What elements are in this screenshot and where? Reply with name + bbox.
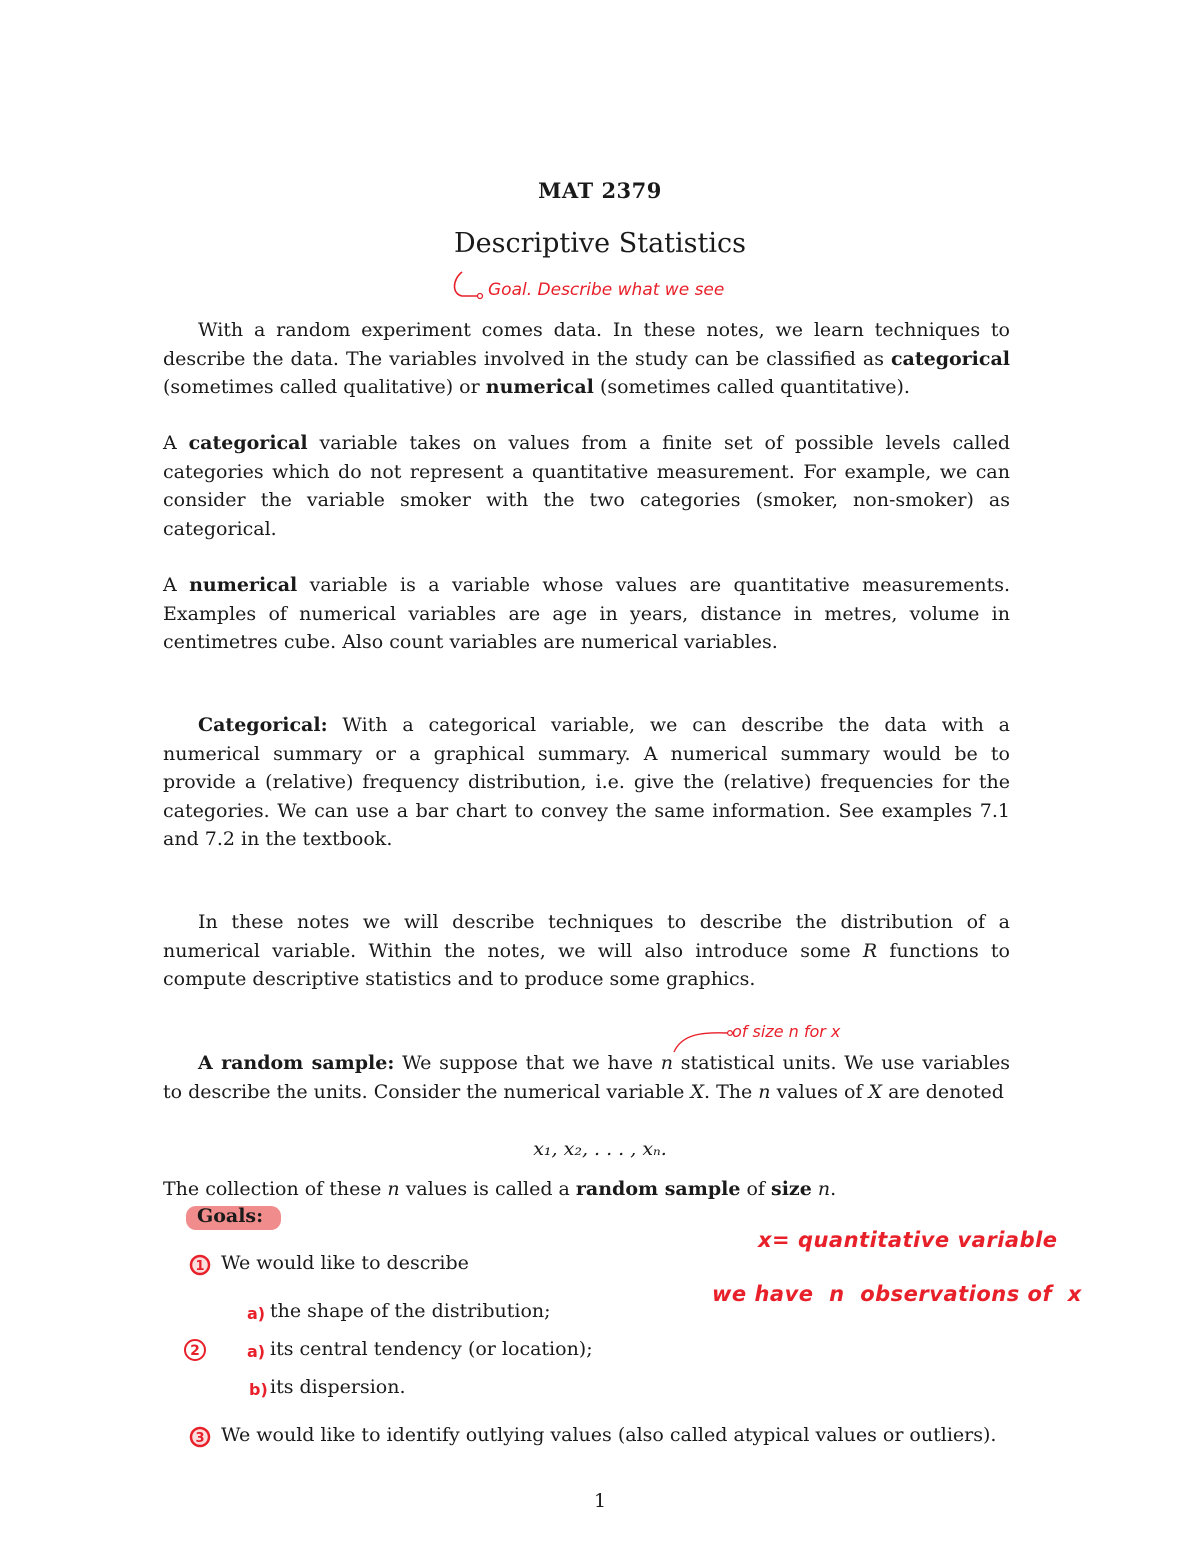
rs-text-3: . The	[704, 1080, 759, 1103]
rs-text-4: values of	[770, 1080, 869, 1103]
letter-b: b)	[249, 1380, 268, 1399]
rs-x-2: X	[868, 1080, 883, 1103]
sample-equation: x₁, x₂, . . . , xₙ.	[533, 1138, 667, 1160]
cat-def-text-2: variable takes on values from a finite set of possible levels called categories which do not represent a quantitative measurement. For example, we can consider the variable smoker with the two categories (smoker, non-smoker) as categorical.	[163, 432, 1010, 540]
letter-a-2: a)	[247, 1342, 266, 1361]
intro-text-3: (sometimes called quantitative).	[593, 376, 910, 399]
notes-text-2: functions to compute descriptive statistics and to produce some graphics.	[163, 939, 1010, 991]
rs-text-1: We suppose that we have	[394, 1052, 661, 1074]
course-code: MAT 2379	[538, 178, 662, 203]
intro-text-2: (sometimes called qualitative) or	[163, 376, 486, 399]
num-def-text-2: variable is a variable whose values are quantitative measurements. Examples of numerical variables are age in years, distance in metres, volume in centimetres cube. Also count variables are numerical variables.	[163, 574, 1011, 654]
cat-def-bold: categorical	[188, 432, 308, 454]
notes-text-1: In these notes we will describe techniques to describe the distribution of a numerical variable. Within the notes, we will also introduce some	[163, 911, 1010, 962]
rs-x-1: X	[690, 1080, 704, 1103]
coll-bold-random-sample: random sample	[575, 1178, 741, 1200]
circled-three-icon	[189, 1426, 213, 1450]
coll-n: n	[387, 1178, 400, 1200]
intro-bold-categorical: categorical	[890, 347, 1010, 370]
categorical-summary	[163, 711, 1010, 854]
circled-one-icon	[189, 1254, 213, 1278]
page-title: Descriptive Statistics	[454, 228, 746, 259]
cat-sum-bold: Categorical:	[198, 714, 328, 736]
rs-n-1: n	[660, 1052, 674, 1074]
r-language: R	[862, 939, 878, 962]
goal-item-2: We would like to identify outlying values (also called atypical values or outliers).	[221, 1424, 997, 1446]
cat-sum-text: With a categorical variable, we can describe the data with a numerical summary or a graphical summary. A numerical summary would be to provide a (relative) frequency distribution, i.e. give the (relative) frequencies for the categories. We can use a bar chart to convey the same information. See examples 7.1 and 7.2 in the textbook.	[163, 714, 1010, 851]
page-number: 1	[593, 1490, 607, 1512]
goals-heading: Goals:	[197, 1205, 264, 1227]
num1-label: 1	[195, 1259, 205, 1274]
coll-text-3: of	[740, 1178, 771, 1200]
intro-bold-numerical: numerical	[485, 376, 594, 399]
num-def-bold: numerical	[189, 574, 298, 596]
coll-text-2: values is called a	[399, 1178, 576, 1200]
cat-def-text-1: A	[163, 432, 189, 454]
intro-paragraph	[163, 316, 1010, 402]
intro-text-1: With a random experiment comes data. In these notes, we learn techniques to describe the data. The variables involved in the study can be classified as	[163, 319, 1010, 370]
num2-label: 2	[190, 1343, 200, 1359]
hook-arrow-icon	[448, 268, 488, 302]
rs-text-5: are denoted	[882, 1080, 1004, 1103]
goal-sub-dispersion: its dispersion.	[270, 1376, 406, 1398]
coll-n-2: n	[817, 1178, 831, 1200]
random-sample-paragraph	[163, 1049, 1010, 1106]
num-def-text-1: A	[163, 574, 190, 596]
rs-bold: A random sample:	[198, 1052, 395, 1074]
goal-sub-central: its central tendency (or location);	[270, 1338, 593, 1360]
notes-intro-paragraph	[163, 908, 1010, 994]
collection-sentence	[163, 1175, 1010, 1204]
letter-a-1: a)	[247, 1304, 266, 1323]
categorical-definition	[163, 429, 1010, 543]
rs-text-2: statistical units. We use variables to describe the units. Consider the numerical variable	[163, 1052, 1011, 1103]
num3-label: 3	[195, 1431, 205, 1446]
rs-n-2: n	[758, 1080, 771, 1103]
numerical-definition	[163, 571, 1010, 657]
coll-text-1: The collection of these	[163, 1178, 388, 1200]
coll-text-5: .	[830, 1178, 837, 1200]
coll-bold-size: size	[771, 1178, 812, 1200]
observations-annotation: we have n observations of x	[712, 1282, 1082, 1306]
quantitative-annotation: x= quantitative variable	[758, 1228, 1058, 1252]
goal-annotation: Goal. Describe what we see	[488, 280, 725, 300]
size-annotation: of size n for x	[732, 1022, 841, 1041]
circled-two-icon	[183, 1338, 209, 1364]
goal-item-1: We would like to describe	[221, 1252, 469, 1274]
goal-sub-shape: the shape of the distribution;	[270, 1300, 551, 1322]
